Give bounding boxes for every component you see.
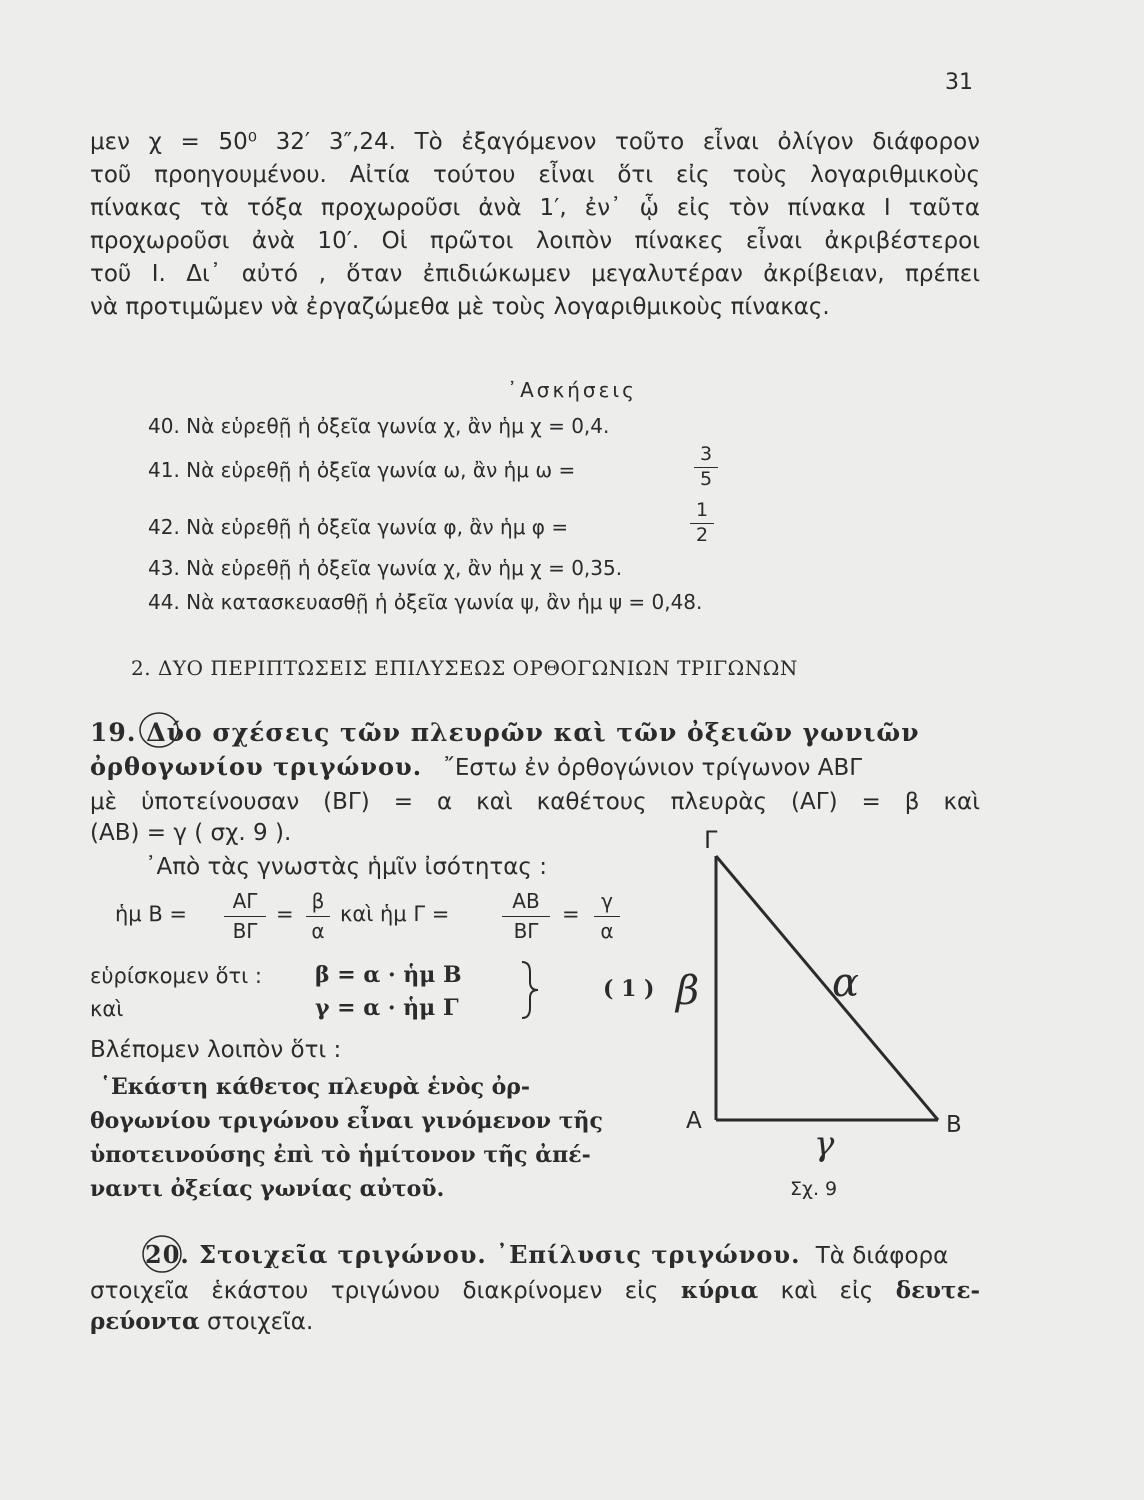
formula-gamma: γ = α · ἡμ Γ — [315, 995, 459, 1021]
label-gamma: γ — [814, 1124, 835, 1164]
article-20-line — [145, 1240, 948, 1269]
exercise-41: 41. Νὰ εὑρεθῇ ἡ ὀξεῖα γωνία ω, ἂν ἡμ ω = — [148, 458, 576, 482]
fraction-numerator: ΑΓ — [232, 889, 258, 913]
article-text: ῎Εστω ἐν ὀρθογώνιον τρίγωνον ΑΒΓ — [443, 755, 863, 781]
formula-tag: ( 1 ) — [603, 976, 655, 1002]
find-label: εὑρίσκομεν ὅτι : — [90, 964, 262, 988]
text-line: ᾽Απὸ τὰς γνωστὰς ἡμῖν ἰσότητας : — [145, 854, 547, 880]
article-title: . Δύο σχέσεις τῶν πλευρῶν καὶ τῶν ὀξειῶν γωνιῶν — [126, 718, 920, 747]
eq-sin-b: ἡμ Β = — [115, 902, 188, 926]
fraction-denominator: α — [311, 919, 325, 943]
rule-line: θογωνίου τριγώνου εἶναι γινόμενον τῆς — [90, 1108, 603, 1134]
text-span: στοιχεῖα. — [207, 1309, 314, 1335]
vertex-g: Γ — [704, 826, 718, 854]
fraction-numerator: β — [311, 889, 325, 913]
fraction-numerator: ΑΒ — [512, 889, 540, 913]
fraction-denominator: α — [600, 919, 614, 943]
fraction-denominator: ΒΓ — [513, 919, 539, 943]
circle-mark-icon — [140, 713, 178, 747]
article-title: . Στοιχεῖα τριγώνου. ᾽Επίλυσις τριγώνου. — [180, 1240, 801, 1269]
rule-line: ναντι ὀξείας γωνίας αὐτοῦ. — [90, 1176, 445, 1202]
equals-sign: = — [562, 902, 580, 926]
side-bg — [716, 856, 938, 1120]
bold-term: δευτε- — [895, 1277, 981, 1304]
text-line: Βλέπομεν λοιπὸν ὅτι : — [90, 1037, 342, 1063]
fraction-denominator: 2 — [695, 524, 709, 546]
and-label: καὶ — [90, 997, 124, 1021]
fraction-denominator: ΒΓ — [232, 919, 258, 943]
text-line: προχωροῦσι ἀνὰ 10′. Οἱ πρῶτοι λοιπὸν πίνακες εἶναι ἀκριβέστεροι — [90, 228, 980, 254]
fraction-numerator: 1 — [695, 499, 709, 521]
bold-term: κύρια — [680, 1277, 759, 1304]
label-beta: β — [676, 968, 700, 1014]
eq-sin-g: καὶ ἡμ Γ = — [340, 902, 450, 926]
text-line: μὲ ὑποτείνουσαν (ΒΓ) = α καὶ καθέτους πλευρὰς (ΑΓ) = β καὶ — [90, 789, 980, 815]
equals-sign: = — [276, 902, 294, 926]
text-line: (ΑΒ) = γ ( σχ. 9 ). — [90, 820, 292, 846]
fraction-numerator: 3 — [699, 443, 713, 465]
article-number: 20 — [145, 1240, 181, 1269]
exercises-heading: ᾽Ασκήσεις — [507, 378, 637, 402]
section-title: 2. ΔΥΟ ΠΕΡΙΠΤΩΣΕΙΣ ΕΠΙΛΥΣΕΩΣ ΟΡΘΟΓΩΝΙΩΝ ΤΡΙΓΩΝΩΝ — [131, 656, 798, 680]
bold-term: ρεύοντα — [90, 1308, 200, 1335]
text-line — [90, 1274, 980, 1308]
rule-line: ῾Εκάστη κάθετος πλευρὰ ἑνὸς ὀρ- — [100, 1074, 531, 1100]
text-span: στοιχεῖα ἑκάστου τριγώνου διακρίνομεν εἰς — [90, 1278, 659, 1304]
exercise-42: 42. Νὰ εὑρεθῇ ἡ ὀξεῖα γωνία φ, ἂν ἡμ φ = — [148, 515, 569, 539]
vertex-b: Β — [946, 1112, 962, 1138]
text-line: τοῦ Ι. Δι᾽ αὐτό , ὅταν ἐπιδιώκωμεν μεγαλυτέραν ἀκρίβειαν, πρέπει — [90, 261, 980, 287]
figure-caption: Σχ. 9 — [790, 1178, 838, 1200]
brace-icon — [522, 962, 538, 1018]
text-span: καὶ εἰς — [780, 1278, 874, 1304]
formula-beta: β = α · ἡμ Β — [315, 962, 462, 988]
vertex-a: Α — [686, 1108, 702, 1134]
article-number: 19 — [90, 718, 127, 747]
text-line: πίνακας τὰ τόξα προχωροῦσι ἀνὰ 1′, ἐν᾽ ᾧ εἰς τὸν πίνακα Ι ταῦτα — [90, 195, 980, 221]
fraction-denominator: 5 — [699, 468, 713, 490]
text-line: μεν χ = 50⁰ 32′ 3″,24. Τὸ ἐξαγόμενον τοῦτο εἶναι ὀλίγον διάφορον — [90, 129, 980, 155]
article-text: Τὰ διάφορα — [815, 1243, 949, 1269]
exercise-44: 44. Νὰ κατασκευασθῇ ἡ ὀξεῖα γωνία ψ, ἂν ἡμ ψ = 0,48. — [148, 590, 703, 614]
exercise-40: 40. Νὰ εὑρεθῇ ἡ ὀξεῖα γωνία χ, ἂν ἡμ χ = 0,4. — [148, 414, 610, 438]
article-title-cont: ὀρθογωνίου τριγώνου. — [90, 752, 423, 781]
page-number: 31 — [945, 70, 973, 95]
text-line: νὰ προτιμῶμεν νὰ ἐργαζώμεθα μὲ τοὺς λογαριθμικοὺς πίνακας. — [90, 294, 830, 320]
text-line — [90, 1308, 313, 1335]
fraction-numerator: γ — [601, 889, 613, 913]
exercise-43: 43. Νὰ εὑρεθῇ ἡ ὀξεῖα γωνία χ, ἂν ἡμ χ = 0,35. — [148, 556, 623, 580]
label-alpha: α — [832, 960, 860, 1006]
rule-line: ὑποτεινούσης ἐπὶ τὸ ἡμίτονον τῆς ἀπέ- — [90, 1142, 591, 1168]
text-line: τοῦ προηγουμένου. Αἰτία τούτου εἶναι ὅτι εἰς τοὺς λογαριθμικοὺς — [90, 162, 980, 188]
